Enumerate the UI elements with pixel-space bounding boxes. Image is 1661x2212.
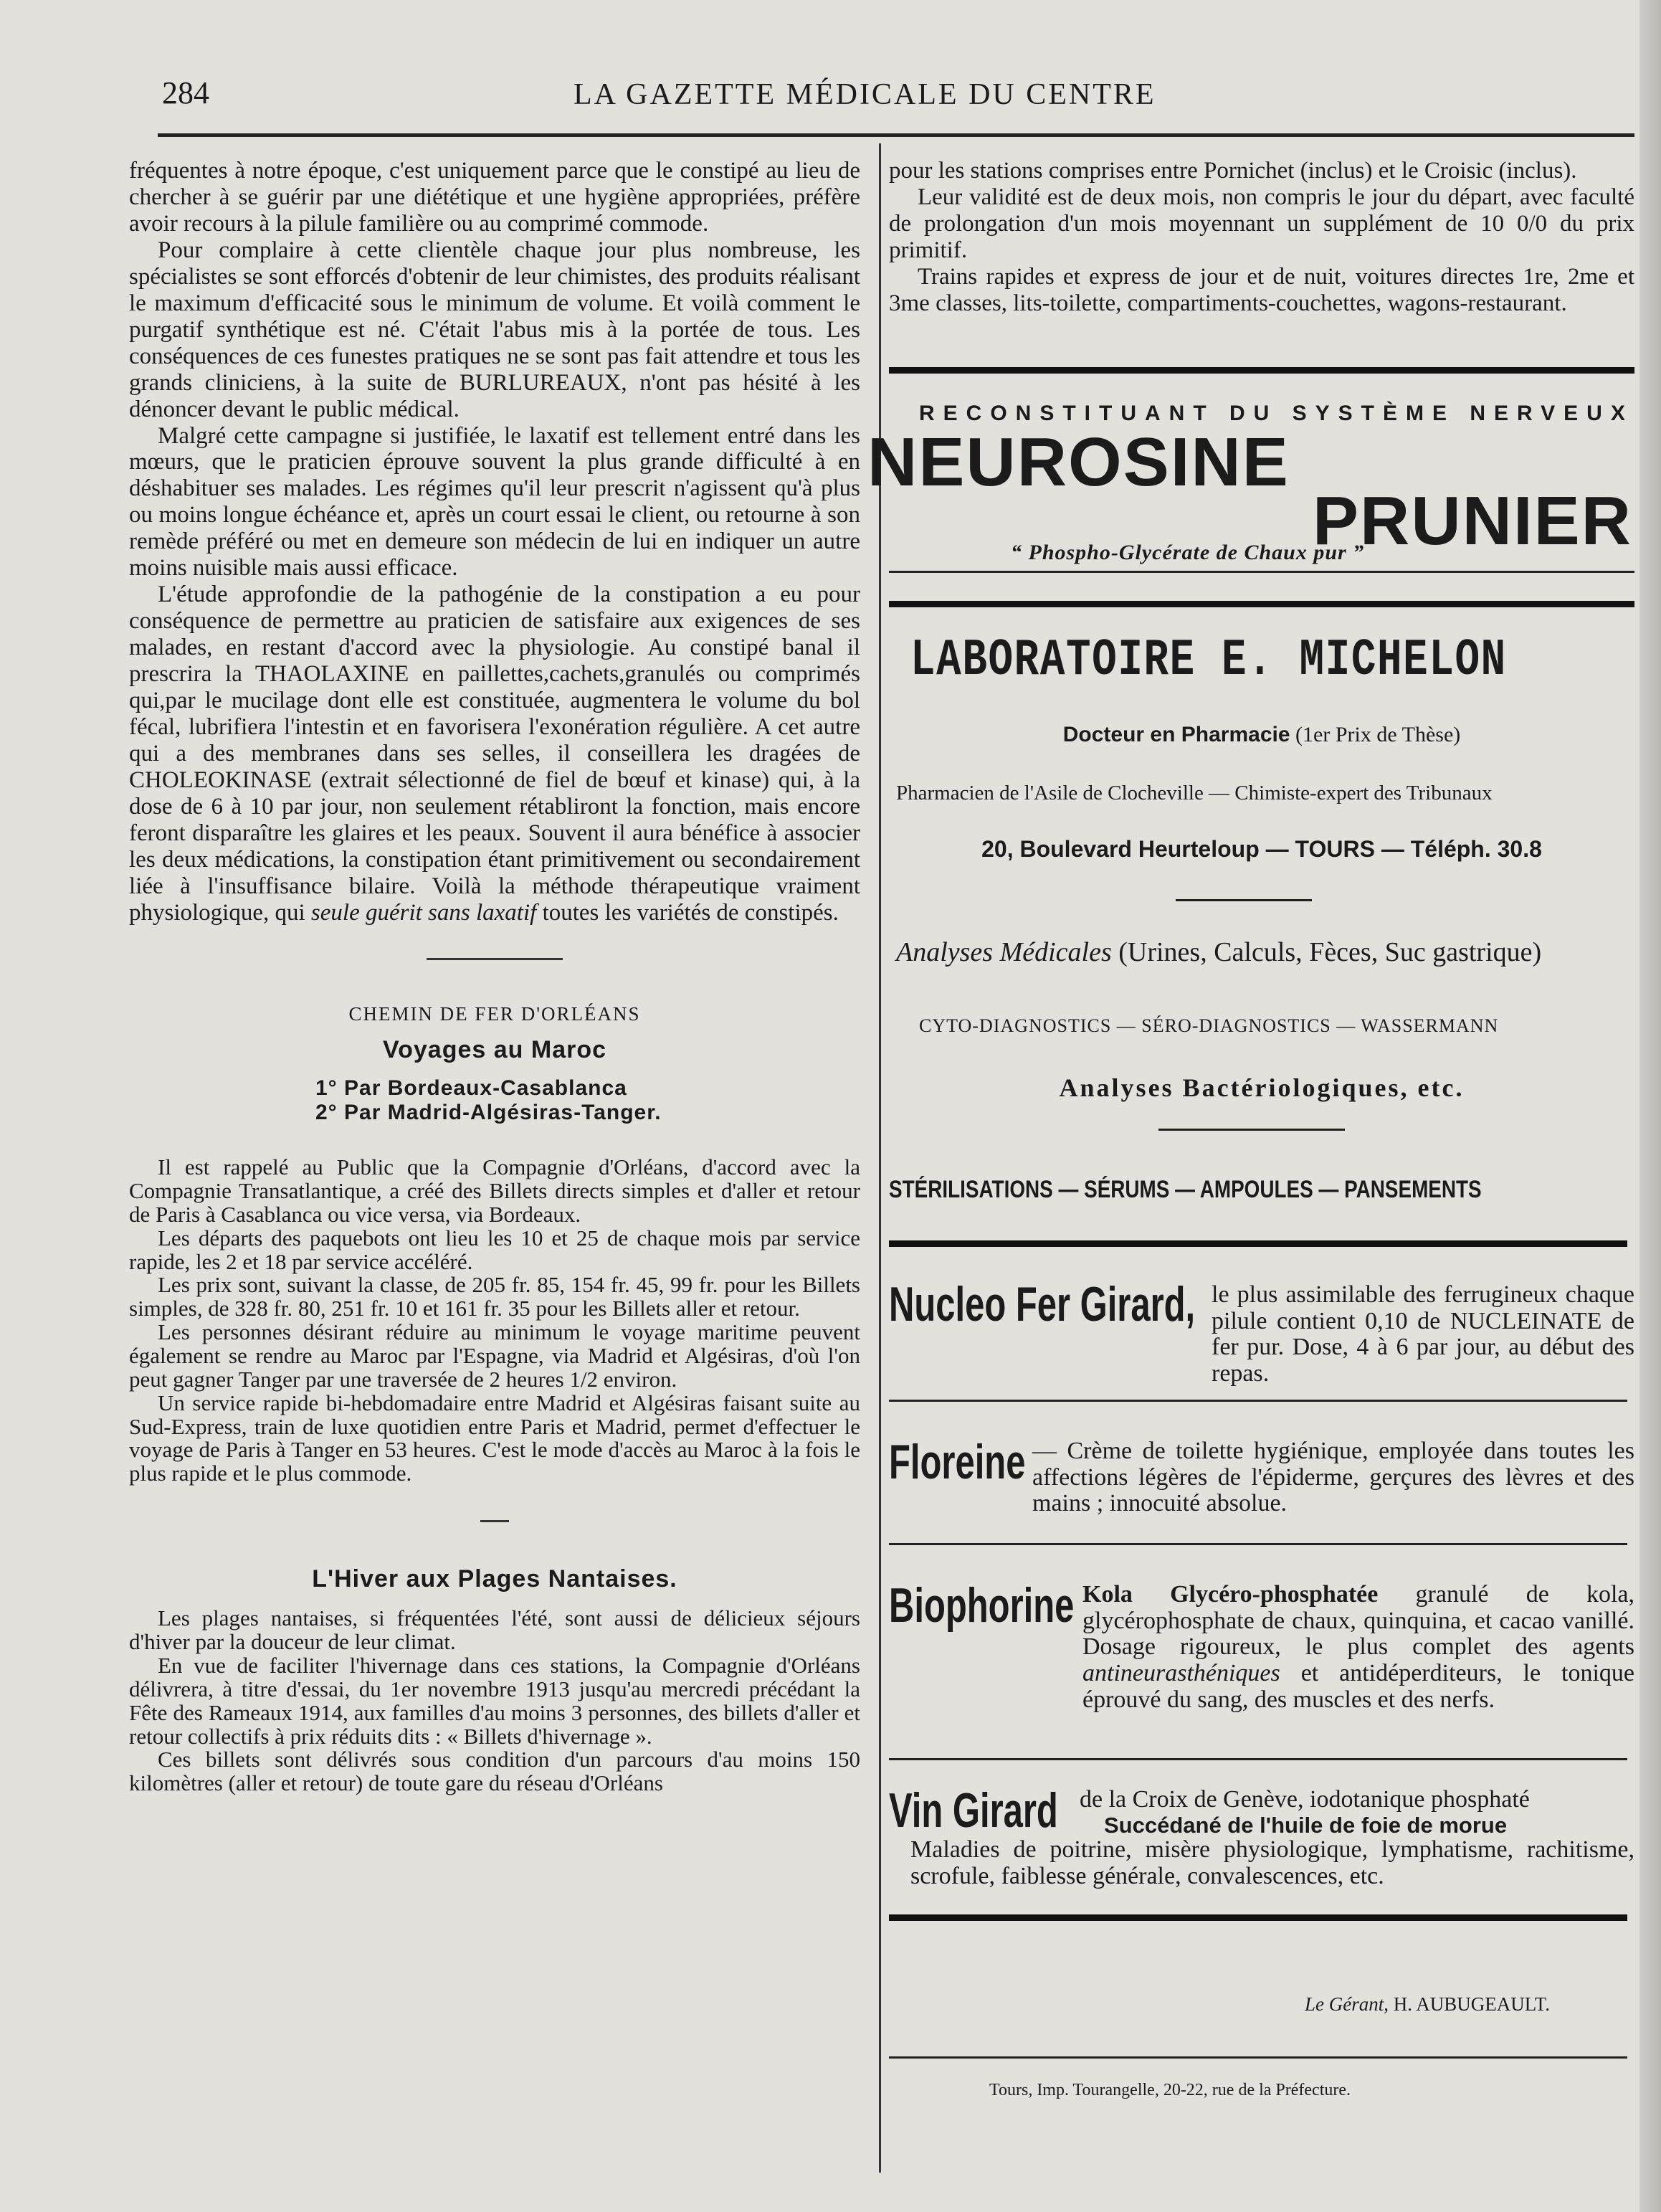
gerant-name: H. AUBUGEAULT. — [1393, 1993, 1551, 2015]
article-paragraph: Malgré cette campagne si justifiée, le laxatif est tellement entré dans les mœurs, que le praticien éprouve souvent la plus grande difficulté à en déshabituer ses malades. Les régimes qu'il leur prescrit n'agissent qu'à plus ou moins longue échéance et, après un court essai le client, ou retourne à son remède préféré ou met en demeure son médecin de lui en indiquer un autre moins nuisible mais aussi efficace. — [129, 422, 860, 582]
ad-border — [889, 601, 1634, 607]
footer-rule — [889, 2056, 1627, 2059]
imprint: Tours, Imp. Tourangelle, 20-22, rue de la Préfecture. — [989, 2081, 1351, 2099]
article-paragraph: Pour complaire à cette clientèle chaque jour plus nombreuse, les spécialistes se sont efforcés d'obtenir de leur chimistes, des produits réalisant le maximum d'efficacité sous le minimum de volume. Et voilà comment le purgatif synthétique est né. C'était l'abus mis à la portée de tous. Les conséquences de ces funestes pratiques ne se sont pas fait attendre et tous les grands cliniciens, à la suite de BURLUREAUX, n'ont pas hésité à les dénoncer devant le public médical. — [129, 237, 860, 422]
ad-rule — [889, 1758, 1627, 1760]
article-paragraph — [129, 582, 860, 926]
neurosine-name: NEUROSINE — [867, 424, 1290, 500]
section-title: L'Hiver aux Plages Nantaises. — [312, 1565, 677, 1593]
lab-degree-note: (1er Prix de Thèse) — [1295, 723, 1461, 746]
biophorine-text-b: et antidéperditeurs, le tonique éprouvé du sang, des muscles et des nerfs. — [1082, 1660, 1634, 1713]
right-continuation — [889, 158, 1634, 317]
lab-divider — [1158, 1129, 1345, 1131]
page-edge — [1639, 0, 1661, 2212]
page-number: 284 — [162, 75, 209, 110]
biophorine-subtitle: Kola Glycéro-phosphatée — [1082, 1581, 1379, 1608]
notice-paragraph: Les prix sont, suivant la classe, de 205 fr. 85, 154 fr. 45, 99 fr. pour les Billets simples, de 328 fr. 80, 251 fr. 10 et 161 fr. 35 pour les Billets aller et retour. — [129, 1272, 860, 1321]
gerant-signature — [1305, 1993, 1550, 2016]
header-rule — [158, 133, 1634, 137]
lab-roles: Pharmacien de l'Asile de Clocheville — Chimiste-expert des Tribunaux — [896, 782, 1493, 804]
notice-paragraph: Un service rapide bi-hebdomadaire entre Madrid et Algésiras faisant suite au Sud-Express, train de luxe quotidien entre Paris et Madrid, permet d'effectuer le voyage de Paris à Tanger en 53 heures. C'est le mode d'accès au Maroc à la fois le plus rapide et le plus commode. — [129, 1390, 860, 1486]
floreine-text: — Crème de toilette hygiénique, employée dans toutes les affections légères de l'épiderme, gerçures des lèvres et des mains ; innocuité absolue. — [1032, 1438, 1634, 1517]
nucleo-ad — [889, 1276, 1634, 1387]
notice-paragraph: En vue de faciliter l'hivernage dans ces stations, la Compagnie d'Orléans délivrera, à titre d'essai, du 1er novembre 1913 jusqu'au mercredi précédant la Fête des Rameaux 1914, aux familles d'au moins 3 personnes, des billets d'aller et retour collectifs à prix réduits dits : « Billets d'hivernage ». — [129, 1652, 860, 1749]
floreine-name: Floreine — [889, 1435, 1026, 1489]
biophorine-ad — [889, 1577, 1634, 1714]
biophorine-text-a: granulé de kola, glycérophosphate de chaux, quinquina, et cacao vanillé. Dosage rigoureux, le plus complet des agents — [1082, 1581, 1635, 1661]
ad-rule — [889, 1400, 1627, 1402]
notice-paragraph: Les départs des paquebots ont lieu les 10 et 25 de chaque mois par service rapide, les 2 et 18 par service accéléré. — [129, 1225, 860, 1274]
journal-title: LA GAZETTE MÉDICALE DU CENTRE — [574, 78, 1156, 111]
lab-analyses-italic: Analyses Médicales — [896, 937, 1112, 967]
lab-bacterio: Analyses Bactériologiques, etc. — [1059, 1073, 1465, 1102]
nucleo-text: le plus assimilable des ferrugineux chaque pilule contient 0,10 de NUCLEINATE de fer pur. Dose, 4 à 6 par jour, au début des repas. — [1212, 1281, 1634, 1387]
neurosine-kicker: RECONSTITUANT DU SYSTÈME NERVEUX — [919, 402, 1634, 425]
article-paragraph-text: L'étude approfondie de la pathogénie de la constipation a eu pour conséquence de permettre au praticien de satisfaire aux exigences de ses malades, en restant d'accord avec la physiologie. Au constipé banal il prescrira la THAOLAXINE en paillettes,cachets,granulés ou comprimés qui,par le mucilage dont elle est constituée, augmentera le volume du bol fécal, lubrifiera l'intestin et en favorisera l'exonération régulière. A cet autre qui a des membranes dans ses selles, il conseillera les dragées de CHOLEOKINASE (extrait sélectionné de fiel de bœuf et kinase) qui, à la dose de 6 à 10 par jour, non seulement rétabliront la fonction, mais encore feront disparaître les glaires et les peaux. Souvent il aura bénéfice à associer les deux médications, la constipation étant primitivement ou secondairement liée à l'insuffisance bilaire. Voilà la méthode thérapeutique vraiment physiologique, qui — [129, 582, 860, 926]
lab-diagnostics: CYTO-DIAGNOSTICS — SÉRO-DIAGNOSTICS — WASSERMANN — [919, 1015, 1499, 1036]
short-divider — [480, 1520, 509, 1522]
article-italic: seule guérit sans laxatif — [310, 899, 537, 926]
biophorine-italic: antineurasthéniques — [1082, 1660, 1280, 1687]
gerant-label: Le Gérant, — [1305, 1993, 1389, 2015]
vin-line1: de la Croix de Genève, iodotanique phosphaté — [1080, 1786, 1530, 1813]
ad-rule — [889, 571, 1634, 573]
left-column — [129, 158, 860, 1795]
vin-name: Vin Girard — [889, 1783, 1058, 1838]
notice-paragraph: Les personnes désirant réduire au minimum le voyage maritime peuvent également se rendre au Maroc par l'Espagne, via Madrid et Algésiras, d'où l'on peut gagner Tanger par une traversée de 2 heures 1/2 environ. — [129, 1319, 860, 1392]
ad-border — [889, 1914, 1627, 1921]
vin-text: Maladies de poitrine, misère physiologique, lymphatisme, rachitisme, scrofule, faiblesse générale, convalescences, etc. — [910, 1836, 1634, 1889]
lab-address: 20, Boulevard Heurteloup — TOURS — Téléph. 30.8 — [981, 836, 1542, 862]
section-title: Voyages au Maroc — [382, 1035, 607, 1063]
vin-ad — [889, 1783, 1634, 1890]
notice-paragraph: Ces billets sont délivrés sous condition d'un parcours d'au moins 150 kilomètres (aller et retour) de toute gare du réseau d'Orléans — [129, 1747, 860, 1796]
neurosine-subtitle: “ Phospho-Glycérate de Chaux pur ” — [1011, 541, 1365, 564]
vin-line2: Succédané de l'huile de foie de morue — [1104, 1812, 1508, 1838]
notice-paragraph: pour les stations comprises entre Pornichet (inclus) et le Croisic (inclus). — [889, 158, 1577, 184]
lab-services: STÉRILISATIONS — SÉRUMS — AMPOULES — PANSEMENTS — [889, 1176, 1482, 1203]
notice-paragraph: Il est rappelé au Public que la Compagnie d'Orléans, d'accord avec la Compagnie Transatlantique, a créé des Billets directs simples et d'aller et retour de Paris à Casablanca ou vice versa, via Bordeaux. — [129, 1154, 860, 1227]
ad-rule — [889, 1543, 1627, 1545]
lab-analyses-tail: (Urines, Calculs, Fèces, Suc gastrique) — [1118, 937, 1542, 967]
route-item: 2° Par Madrid-Algésiras-Tanger. — [315, 1100, 662, 1124]
nucleo-name: Nucleo Fer Girard, — [889, 1277, 1196, 1332]
notice-paragraph: Trains rapides et express de jour et de nuit, voitures directes 1re, 2me et 3me classes, lits-toilette, compartiments-couchettes, wagons-restaurant. — [889, 263, 1634, 316]
ad-border — [889, 367, 1634, 374]
lab-analyses — [896, 936, 1541, 968]
neurosine-brand: PRUNIER — [1312, 483, 1632, 559]
route-item: 1° Par Bordeaux-Casablanca — [315, 1076, 627, 1100]
section-kicker: CHEMIN DE FER D'ORLÉANS — [348, 1002, 641, 1025]
biophorine-name: Biophorine — [889, 1578, 1075, 1633]
lab-degree: Docteur en Pharmacie — [1062, 723, 1290, 746]
lab-degree-line — [889, 723, 1634, 747]
floreine-ad — [889, 1434, 1634, 1517]
article-tail: toutes les variétés de constipés. — [542, 899, 839, 926]
lab-divider — [1176, 899, 1312, 901]
ad-border — [889, 1240, 1627, 1247]
article-paragraph: fréquentes à notre époque, c'est uniquement parce que le constipé au lieu de chercher à se guérir par une diététique et une hygiène appropriées, préfère avoir recours à la pilule familière ou au comprimé commode. — [129, 158, 860, 237]
laboratoire-name: LABORATOIRE E. MICHELON — [910, 631, 1507, 690]
notice-paragraph: Leur validité est de deux mois, non compris le jour du départ, avec faculté de prolongation d'un mois moyennant un supplément de 10 0/0 du prix primitif. — [889, 184, 1634, 263]
notice-paragraph: Les plages nantaises, si fréquentées l'été, sont aussi de délicieux séjours d'hiver par la douceur de leur climat. — [129, 1605, 860, 1655]
section-divider — [427, 958, 563, 960]
